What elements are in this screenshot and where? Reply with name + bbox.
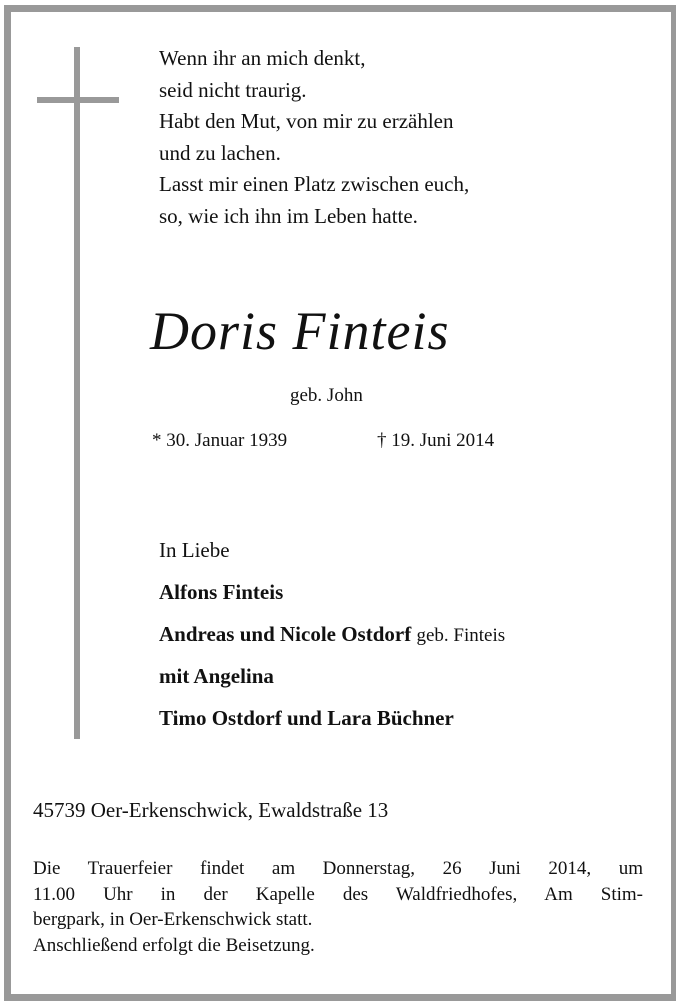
service-line: Anschließend erfolgt die Beisetzung.	[33, 934, 315, 956]
mourner-line	[159, 578, 505, 620]
poem-line: und zu lachen.	[159, 140, 281, 165]
poem-line: Wenn ihr an mich denkt,	[159, 46, 366, 70]
address: 45739 Oer-Erkenschwick, Ewaldstraße 13	[33, 798, 389, 822]
mourner-name: mit Angelina	[159, 664, 274, 688]
mourner-note: geb. Finteis	[416, 625, 506, 646]
mourners-list	[159, 536, 505, 746]
poem-line: seid nicht traurig.	[159, 77, 307, 102]
cross-icon-horizontal	[37, 97, 119, 103]
service-line: bergpark, in Oer-Erkenschwick statt.	[33, 909, 313, 930]
service-info	[33, 856, 643, 958]
poem-line: Habt den Mut, von mir zu erzählen	[159, 109, 454, 133]
service-line: Die Trauerfeier findet am Donnerstag, 26 Juni 2014, um	[33, 858, 643, 879]
birth-date: * 30. Januar 1939	[152, 430, 288, 451]
mourner-name: Alfons Finteis	[159, 580, 284, 604]
mourner-line	[159, 662, 505, 704]
poem-line: Lasst mir einen Platz zwischen euch,	[159, 172, 470, 196]
maiden-name: geb. John	[290, 385, 363, 406]
mourner-name: Andreas und Nicole Ostdorf	[159, 622, 412, 646]
cross-icon-vertical	[74, 47, 80, 739]
mourner-line	[159, 704, 505, 746]
mourner-line	[159, 620, 505, 662]
deceased-name: Doris Finteis	[150, 301, 450, 361]
poem	[159, 43, 469, 232]
service-line: 11.00 Uhr in der Kapelle des Waldfriedhofes, Am Stim-	[33, 883, 643, 905]
mourners-intro: In Liebe	[159, 538, 230, 562]
poem-line: so, wie ich ihn im Leben hatte.	[159, 203, 418, 228]
mourner-name: Timo Ostdorf und Lara Büchner	[159, 706, 454, 730]
death-date: † 19. Juni 2014	[377, 430, 495, 451]
